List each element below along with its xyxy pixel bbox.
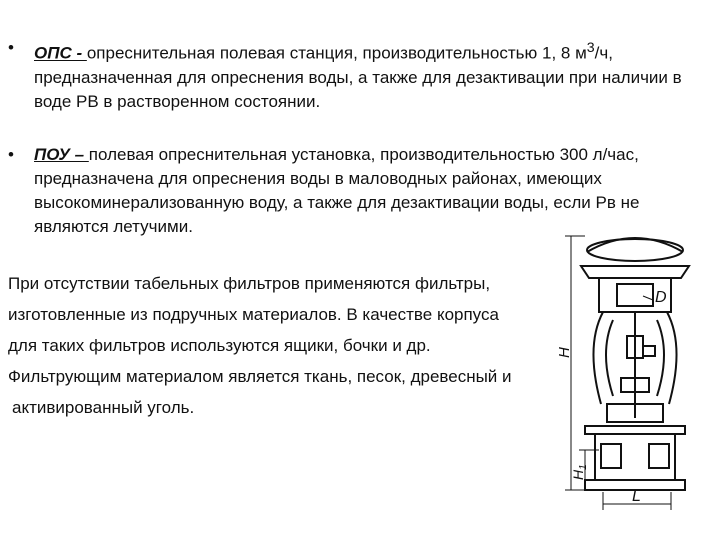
label-d: D [655, 289, 667, 306]
ops-definition-part2: /ч, предназначенная для опреснения воды, а также для дезактивации при наличии в воде РВ в растворенном состоянии. [34, 43, 682, 111]
label-h1-main: H [570, 469, 586, 480]
ops-definition-part1: опреснительная полевая станция, производительностью 1, 8 м [86, 43, 587, 63]
paragraph-line: для таких фильтров используются ящики, бочки и др. [8, 336, 431, 355]
flange-top-shape [585, 426, 685, 434]
ops-unit-superscript: 3 [586, 40, 595, 56]
yoke-left-outer [593, 312, 603, 404]
filters-paragraph [8, 268, 548, 423]
cap-top-shape [587, 239, 683, 261]
label-h1-subscript: 1 [578, 464, 589, 470]
yoke-left-inner [606, 320, 613, 396]
bullet-ops-text [34, 36, 694, 114]
valve-technical-drawing [555, 228, 720, 513]
paragraph-line: изготовленные из подручных материалов. В качестве корпуса [8, 305, 499, 324]
upper-window-shape [617, 284, 653, 306]
spindle-pointer-shape [643, 346, 655, 356]
pou-definition: полевая опреснительная установка, производительностью 300 л/час, предназначена для опреснения воды в маловодных районах, имеющих высокоминерализованную воду, а также для дезактивации воды, если Рв не являются летучими. [34, 145, 640, 236]
cap-rim-shape [581, 266, 689, 278]
port-right-shape [649, 444, 669, 468]
valve-body-shape [595, 434, 675, 480]
label-h: H [556, 347, 573, 358]
yoke-right-outer [667, 312, 677, 404]
paragraph-line: активированный уголь. [12, 398, 195, 417]
term-ops: ОПС - [34, 43, 87, 63]
term-pou: ПОУ – [34, 145, 89, 164]
paragraph-line: При отсутствии табельных фильтров применяются фильтры, [8, 274, 491, 293]
yoke-right-inner [657, 320, 664, 396]
label-l: L [632, 488, 641, 505]
bullet-pou-text [34, 143, 694, 239]
cap-dome-shape [587, 238, 683, 252]
bullet-marker: • [8, 145, 14, 164]
dimension-d-leader [643, 296, 653, 300]
port-left-shape [601, 444, 621, 468]
paragraph-line: Фильтрующим материалом является ткань, песок, древесный и [8, 367, 512, 386]
label-h1 [570, 464, 589, 480]
bullet-marker: • [8, 38, 14, 57]
